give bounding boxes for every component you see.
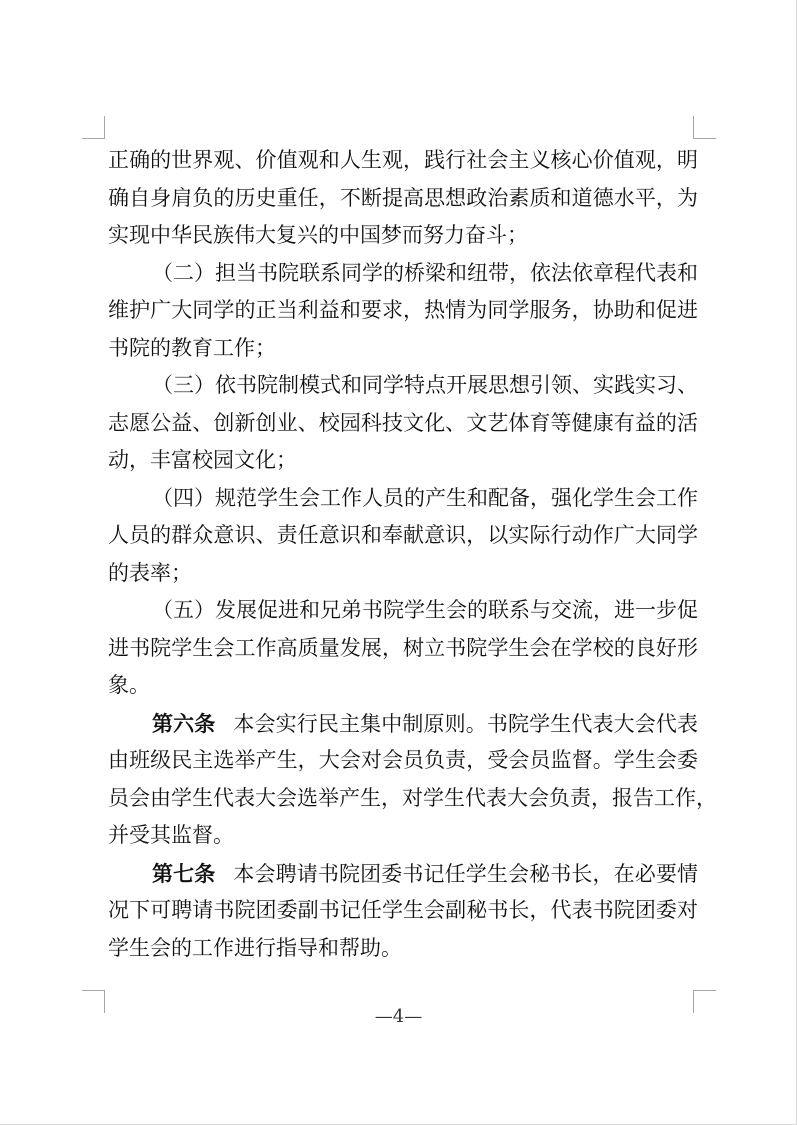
text-line: 由班级民主选举产生，大会对会员负责，受会员监督。学生会委 [108,748,698,772]
text-line: 况下可聘请书院团委副书记任学生会副秘书长，代表书院团委对 [108,898,698,922]
text-line: 员会由学生代表大会选举产生，对学生代表大会负责，报告工作， [108,785,717,810]
text-line: 书院的教育工作； [108,335,276,360]
article-six-text: 本会实行民主集中制原则。书院学生代表大会代表 [233,711,698,736]
text-line: 实现中华民族伟大复兴的中国梦而努力奋斗； [108,223,528,247]
article-seven-first-line [108,855,698,893]
article-six-label: 第六条 [152,710,216,736]
page-number: —4— [374,1006,423,1027]
crop-mark-top-left [82,116,105,139]
text-line: 的表率； [108,560,192,585]
document-body [108,142,717,967]
text-line: 并受其监督。 [108,823,234,847]
text-line: 确自身肩负的历史重任，不断提高思想政治素质和道德水平，为 [108,185,698,210]
text-line: 动，丰富校园文化； [108,448,297,472]
text-line: 进书院学生会工作高质量发展，树立书院学生会在学校的良好形 [108,635,698,660]
article-seven-text: 本会聘请书院团委书记任学生会秘书长，在必要情 [233,861,698,886]
text-line: （五）发展促进和兄弟书院学生会的联系与交流，进一步促 [152,598,698,622]
article-seven-label: 第七条 [152,860,216,886]
text-line: （二）担当书院联系同学的桥梁和纽带，依法依章程代表和 [152,260,698,285]
text-line: （四）规范学生会工作人员的产生和配备，强化学生会工作 [152,485,698,510]
text-line: 志愿公益、创新创业、校园科技文化、文艺体育等健康有益的活 [108,410,698,435]
text-line: 正确的世界观、价值观和人生观，践行社会主义核心价值观，明 [108,148,698,172]
crop-mark-top-right [693,116,716,139]
text-line: （三）依书院制模式和同学特点开展思想引领、实践实习、 [152,373,698,397]
text-line: 象。 [108,673,150,697]
text-line: 学生会的工作进行指导和帮助。 [108,935,402,960]
text-line: 人员的群众意识、责任意识和奉献意识，以实际行动作广大同学 [108,523,698,547]
text-line: 维护广大同学的正当利益和要求，热情为同学服务，协助和促进 [108,298,698,322]
article-six-first-line [108,705,698,743]
